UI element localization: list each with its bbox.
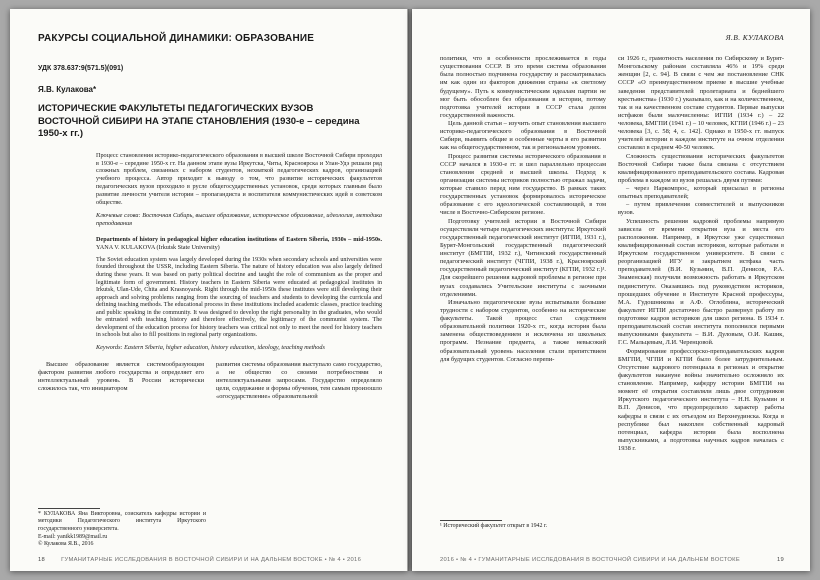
running-head: Я.В. КУЛАКОВА	[725, 33, 784, 42]
keywords-en	[96, 344, 382, 352]
abstract-ru: Процесс становления историко-педагогического образования в высшей школе Восточной Сибири проходил в 1930-е – середине 1950-х гг. На данном этапе вузы Иркутска, Читы, Красноярска и Улан-Удэ решали ряд сложных проблем, связанных с набором студентов, нехваткой педагогических кадров, организацией учебного процесса. Автор приходит к выводу о том, что развитие исторических факультетов педагогических вузов проходило в русле общегосударственных установок, среди которых главным было развитие личности учителя истории – пропагандиста и воспитателя коммунистических идей в советском обществе.	[96, 151, 382, 207]
journal-footer-text: 2016 • № 4 • ГУМАНИТАРНЫЕ ИССЛЕДОВАНИЯ В ВОСТОЧНОЙ СИБИРИ И НА ДАЛЬНЕМ ВОСТОКЕ	[440, 557, 741, 563]
page-footer-left	[38, 557, 382, 563]
paragraph: © Кулакова Я.В., 2016	[38, 541, 94, 548]
footnote-rule	[440, 520, 502, 521]
keywords-en-text: Eastern Siberia, higher education, history education, ideology, teaching methods	[124, 343, 325, 351]
column-1	[440, 55, 606, 531]
paragraph: Процесс развития системы исторического образования в СССР начался в 1930-е гг. и шел параллельно процессам становления средней и высшей школы. Подход к организации системы историков полностью отражал задачи, которые ставило перед ним государство. В рамках таких государственных установок формировалось историческое образование с его идеологической составляющей, в том числе в Восточно-Сибирском регионе.	[440, 152, 606, 217]
paragraph: E-mail: yanikk1989@mail.ru	[38, 533, 108, 540]
author-footnote	[38, 504, 206, 549]
body-columns-right-page	[440, 55, 784, 531]
page-number: 18	[38, 557, 46, 563]
keywords-ru-text: Восточная Сибирь, высшее образование, историческое образование, идеология, методика преподавания	[96, 212, 382, 228]
paragraph: Цель данной статьи – изучить опыт становления высшего историко-педагогического образования в Восточной Сибири, выявить общие и особенные черты в его развитии как на общегосударственном, так и региональном уровнях.	[440, 120, 606, 152]
author-name: Я.В. Кулакова*	[38, 85, 97, 94]
section-header: РАКУРСЫ СОЦИАЛЬНОЙ ДИНАМИКИ: ОБРАЗОВАНИЕ	[38, 33, 315, 44]
keywords-ru-label: Ключевые слова:	[96, 212, 141, 220]
paragraph: развития системы образования выступало само государство, а не общество со своими потребностями и интеллектуальными запросами. Государство определяло цели, содержание и формы обучения, тем самым произошло «огосударствление» образовательной	[216, 360, 382, 401]
page-number: 19	[776, 557, 784, 563]
paragraph: * КУЛАКОВА Яна Викторовна, соискатель кафедры истории и методики Педагогического института Иркутского государственного университета.	[38, 510, 206, 532]
journal-footer-text: ГУМАНИТАРНЫЕ ИССЛЕДОВАНИЯ В ВОСТОЧНОЙ СИБИРИ И НА ДАЛЬНЕМ ВОСТОКЕ • № 4 • 2016	[61, 557, 362, 563]
column-2	[618, 55, 784, 531]
page-right-content	[412, 9, 810, 571]
footnote-text: ¹ Исторический факультет открыт в 1942 г.	[440, 523, 548, 530]
author-en: YANA V. KULAKOVA (Irkutsk State University)	[96, 243, 220, 251]
udk-number: УДК 378.637:9(571.5)(091)	[38, 65, 124, 72]
page-right	[412, 9, 810, 571]
paragraph: Сложность существования исторических факультетов Восточной Сибири также была связана с отсутствием квалифицированного преподавательского состава. Кадровая проблема в каждом из вузов решалась двумя путями:	[618, 152, 784, 184]
page-footer-right	[440, 557, 784, 563]
title-en	[96, 236, 382, 252]
paragraph: политики, что в особенности прослеживается в годы существования СССР. В это время система образования была полностью подчинена государству и рассматривалась им как один из факторов движения страны «к светлому будущему». Путь к коммунистическим идеалам партии не мог быть обособлен без образования в истории, потому подготовка учителей истории в СССР стала делом государственной важности.	[440, 55, 606, 119]
paragraph: си 1926 г., грамотность населения по Сибирскому и Бурят-Монгольскому районам составляла 46% и 19% среди женщин [2, с. 94]. В связи с чем же постановление СНК СССР «О преимущественном приеме в высшие учебные заведения представителей пролетариата и беднейшего крестьянства» (1930 г.) указывало, как и на количественном, так и на качественном составе студентов. Первые выпуски истфаков были малочисленны: ИГПИ (1934 г.) – 22 человека, БМГПИ (1941 г.) – 10 человек, КГПИ (1946 г.) – 23 человека [3, с. 58; 4, с. 142]. Однако в 1950-х гг. выпуск учителей истории в каждом институте на очном отделении составлял в среднем 40-50 человек.	[618, 55, 784, 152]
keywords-ru	[96, 212, 382, 228]
body-columns-left-page	[38, 361, 382, 451]
paragraph: Высшее образование является системообразующим фактором развития любого государства и определяет его интеллектуальный уровень. В России исторически сложилось так, что инициатором	[38, 360, 204, 393]
article-title: ИСТОРИЧЕСКИЕ ФАКУЛЬТЕТЫ ПЕДАГОГИЧЕСКИХ ВУЗОВ ВОСТОЧНОЙ СИБИРИ НА ЭТАПЕ СТАНОВЛЕНИЯ (1930-е – середина 1950-х гг.)	[38, 103, 360, 140]
column-1-paragraphs	[440, 55, 606, 364]
history-footnote	[440, 516, 606, 531]
abstract-block	[96, 152, 382, 352]
column-1	[38, 361, 204, 451]
paragraph: Подготовку учителей истории в Восточной Сибири осуществляли четыре педагогических института: Иркутский государственный педагогический институт (ИГПИ, 1931 г.), Бурят-Монгольский государственный педагогический институт (БМГПИ, 1932 г.), Читинский государственный педагогический институт (ЧГПИ, 1938 г.), Красноярский государственный педагогический институт (КГПИ, 1932 г.)¹. Для скорейшего решения кадровой проблемы в регионе при вузах создавались Учительские институты с заочными отделениями.	[440, 217, 606, 298]
title-en-text: Departments of history in pedagogical higher education institutions of Eastern Siberia, 1930s – mid-1950s.	[96, 236, 382, 244]
paragraph: – через Наркомпрос, который присылал в регионы опытных преподавателей;	[618, 185, 784, 201]
page-left-content	[10, 9, 408, 571]
footnote-rule	[38, 508, 100, 509]
paragraph: Формирование профессорско-преподавательских кадров БМГПИ, ЧГПИ и КГПИ было более затруднительным. Отсутствие кадрового потенциала в регионах и открытие факультетов накануне войны значительно осложняло их становление. Например, кафедру истории БМГПИ на момент её открытия составляли лишь двое сотрудников Иркутского педагогического института – Н.Н. Кузьмин и В.П. Денисов, что предопределило характер работы кафедры в связи с их отъездом из Верхнеудинска. Когда в республике был накоплен собственный кадровый потенциал, кафедра истории была восполнена выпускниками, а подготовка научных кадров началась с 1938 г.	[618, 347, 784, 452]
abstract-en: The Soviet education system was largely developed during the 1930s when secondary schools and universities were founded throughout the USSR, including Eastern Siberia. The nature of history education was also largely defined during these years. It was based on party political doctrine and taught the role of communism as the proper and legitimate form of government. History teachers in Eastern Siberia were educated at pedagogical institutes in Irkutsk, Ulan-Ude, Chita and Krasnoyarsk. Right through the mid-1950s these institutes were still developing their approach and solving problems ranging from the sourcing of teachers and students to developing the curricula and defining teaching methods. The educational process in these institutions included academic classes, practice teaching and public speaking in the community. It was designed to develop the right personality in the graduates, who would be entrusted with teaching history and therefore effectively, the legitimacy of the communist system. The development of the education process for history teachers was critical not only to meet the need for history teachers in schools but also to fill positions in regional party organizations.	[96, 256, 382, 339]
column-2	[216, 361, 382, 451]
paragraph: Успешность решения кадровой проблемы напрямую зависела от времени открытия вуза и места его расположения. Например, в Иркутске уже существовал квалифицированный состав историков, которые работали в Иркутском государственном университете. В связи с реорганизацией ИГУ и закрытием истфака часть преподавателей (В.И. Кузьмин, В.П. Денисов, Р.А. Знаменская) получили возможность работать в Иркутском пединституте. Оказавшись под руководством историков, прошедших обучение в Институте Красной профессуры, М.А. Гудошникова и А.Ф. Оглоблина, исторический факультет ИГПИ достаточно быстро развернул работу по подготовке кадров историков для школ региона. В 1934 г. преподавательский состав института пополнился первыми выпускниками факультета – В.И. Дуловым, О.И. Кашик, Г.С. Мальцевым, Л.И. Черенцовой.	[618, 217, 784, 347]
paragraph: Изначально педагогические вузы испытывали большие трудности с набором студентов, особенно на исторические факультеты. Такой процесс стал следствием образовательной политики 1920-х гг., когда история была заменена обществоведением и исключена из школьных программ. Незнание предмета, а также невысокий образовательный уровень населения стали препятствием для будущих студентов. Согласно перепи-	[440, 298, 606, 363]
footnote-lines	[38, 511, 206, 549]
paragraph: – путем привлечения совместителей и выпускников вузов.	[618, 201, 784, 217]
page-left	[10, 9, 408, 571]
keywords-en-label: Keywords:	[96, 343, 123, 351]
